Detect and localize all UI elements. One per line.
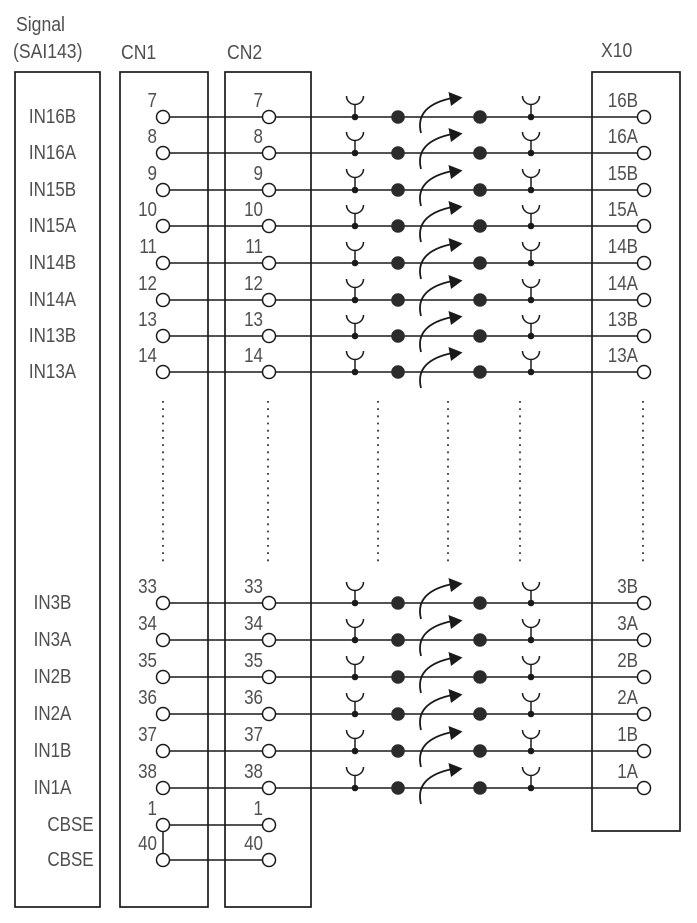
cn1-pin-circle [157,819,170,832]
cn2-pin-number: 8 [253,126,263,148]
cn2-pin-circle [263,147,276,160]
junction-dot [473,293,487,307]
signal-label: IN15A [28,215,77,237]
test-point-cup-icon [347,279,364,288]
cn1-pin-number: 9 [147,163,157,185]
junction-dot [391,781,405,795]
twist-arrow-head [449,238,463,252]
x10-terminal-label: 2B [617,650,638,672]
junction-dot [391,329,405,343]
cn2-pin-circle [263,819,276,832]
test-point-contact-dot [528,785,535,792]
junction-dot [473,365,487,379]
test-point-cup-icon [347,351,364,360]
test-point-contact-dot [528,748,535,755]
junction-dot [391,219,405,233]
x10-terminal-circle [638,366,651,379]
cn1-pin-number: 1 [147,798,157,820]
x10-terminal-label: 13B [607,309,638,331]
module-title-line2: (SAI143) [13,41,83,63]
test-point-cup-icon [523,205,540,214]
cn2-pin-number: 12 [244,273,263,295]
cn2-pin-circle [263,257,276,270]
cn1-pin-number: 40 [138,833,157,855]
x10-terminal-label: 15B [607,163,638,185]
cn2-pin-number: 35 [244,650,263,672]
junction-dot [473,329,487,343]
test-point-contact-dot [352,369,359,376]
test-point-contact-dot [528,260,535,267]
test-point-cup-icon [347,205,364,214]
test-point-contact-dot [352,223,359,230]
x10-terminal-label: 2A [617,687,638,709]
twist-arrow-icon [420,733,450,768]
twist-arrow-icon [420,208,450,243]
junction-dot [473,633,487,647]
cn2-pin-number: 11 [245,236,263,258]
test-point-cup-icon [523,693,540,702]
junction-dot [391,744,405,758]
x10-terminal-circle [638,184,651,197]
test-point-cup-icon [523,279,540,288]
test-point-contact-dot [528,711,535,718]
x10-box [592,72,680,831]
test-point-cup-icon [523,96,540,105]
test-point-contact-dot [352,600,359,607]
cn2-pin-circle [263,782,276,795]
test-point-cup-icon [347,619,364,628]
test-point-contact-dot [528,333,535,340]
cn2-pin-circle [263,745,276,758]
cn2-pin-circle [263,220,276,233]
signal-label: CBSE [47,849,94,871]
test-point-contact-dot [352,260,359,267]
cn1-pin-circle [157,294,170,307]
signal-label: IN15B [28,179,77,201]
cn1-pin-number: 12 [138,273,157,295]
signal-label: IN3A [33,629,72,651]
cn1-pin-circle [157,220,170,233]
signal-box [15,72,100,907]
signal-label: IN14A [28,289,77,311]
cn1-pin-circle [157,597,170,610]
cn1-pin-number: 14 [138,345,157,367]
cn2-header: CN2 [227,42,263,64]
twist-arrow-icon [420,135,450,170]
test-point-cup-icon [523,242,540,251]
twist-arrow-head [449,726,463,740]
cn2-pin-circle [263,111,276,124]
junction-dot [473,707,487,721]
cn2-pin-circle [263,854,276,867]
test-point-contact-dot [528,223,535,230]
twist-arrow-head [449,615,463,629]
twist-arrow-icon [420,659,450,694]
x10-terminal-label: 15A [607,199,638,221]
x10-terminal-label: 14A [607,273,638,295]
cn2-pin-number: 10 [244,199,263,221]
cn1-pin-number: 8 [147,126,157,148]
cn1-pin-circle [157,745,170,758]
cn1-pin-number: 37 [138,724,157,746]
test-point-contact-dot [352,637,359,644]
x10-terminal-label: 1A [617,761,638,783]
junction-dot [473,110,487,124]
cn2-pin-number: 14 [244,345,263,367]
junction-dot [473,183,487,197]
test-point-cup-icon [347,315,364,324]
test-point-cup-icon [523,169,540,178]
cn2-pin-circle [263,330,276,343]
cn1-pin-circle [157,366,170,379]
test-point-contact-dot [352,333,359,340]
junction-dot [473,744,487,758]
junction-dot [391,110,405,124]
signal-label: IN14B [28,252,77,274]
test-point-contact-dot [528,369,535,376]
x10-terminal-circle [638,147,651,160]
junction-dot [473,219,487,233]
twist-arrow-head [449,689,463,703]
signal-label: IN13B [28,325,77,347]
cn1-pin-number: 38 [138,761,157,783]
junction-dot [473,596,487,610]
cn2-pin-number: 36 [244,687,263,709]
twist-arrow-head [449,311,463,325]
x10-terminal-circle [638,220,651,233]
test-point-cup-icon [347,767,364,776]
test-point-contact-dot [352,748,359,755]
junction-dot [391,670,405,684]
cn2-pin-number: 37 [244,724,263,746]
cn2-pin-number: 33 [244,576,263,598]
junction-dot [391,633,405,647]
cn2-pin-number: 1 [253,798,263,820]
junction-dot [473,256,487,270]
cn1-pin-number: 33 [138,576,157,598]
test-point-contact-dot [528,674,535,681]
twist-arrow-icon [420,770,450,805]
x10-terminal-label: 13A [607,345,638,367]
test-point-cup-icon [523,767,540,776]
test-point-contact-dot [528,637,535,644]
test-point-cup-icon [347,656,364,665]
test-point-contact-dot [528,297,535,304]
signal-label: IN16A [28,142,77,164]
cn1-pin-circle [157,854,170,867]
cn2-pin-circle [263,634,276,647]
cn1-pin-number: 13 [138,309,157,331]
twist-arrow-head [449,92,463,106]
signal-label: CBSE [47,814,94,836]
x10-terminal-circle [638,330,651,343]
junction-dot [391,365,405,379]
test-point-contact-dot [352,114,359,121]
junction-dot [473,146,487,160]
test-point-cup-icon [523,582,540,591]
x10-terminal-circle [638,671,651,684]
twist-arrow-icon [420,585,450,620]
signal-label: IN1B [33,740,72,762]
signal-label: IN3B [33,592,72,614]
cn1-pin-number: 35 [138,650,157,672]
cn2-pin-circle [263,184,276,197]
test-point-cup-icon [347,582,364,591]
cn2-pin-number: 9 [253,163,263,185]
twist-arrow-icon [420,99,450,134]
cn1-pin-circle [157,184,170,197]
cn1-pin-number: 7 [147,90,157,112]
cn1-pin-number: 10 [138,199,157,221]
test-point-cup-icon [347,730,364,739]
test-point-cup-icon [347,693,364,702]
x10-terminal-label: 16A [607,126,638,148]
twist-arrow-icon [420,318,450,353]
twist-arrow-head [449,347,463,361]
test-point-cup-icon [347,132,364,141]
test-point-contact-dot [352,711,359,718]
x10-terminal-label: 3B [617,576,638,598]
signal-label: IN16B [28,106,77,128]
cn2-pin-number: 7 [253,90,263,112]
cn1-pin-number: 11 [139,236,157,258]
x10-terminal-circle [638,597,651,610]
x10-terminal-circle [638,708,651,721]
twist-arrow-head [449,275,463,289]
x10-terminal-circle [638,634,651,647]
signal-label: IN2A [33,703,72,725]
cn1-pin-number: 36 [138,687,157,709]
cn1-pin-number: 34 [138,613,157,635]
cn1-pin-circle [157,782,170,795]
cn2-pin-number: 13 [244,309,263,331]
test-point-cup-icon [523,132,540,141]
cn2-pin-number: 40 [244,833,263,855]
junction-dot [391,256,405,270]
junction-dot [391,293,405,307]
test-point-cup-icon [523,730,540,739]
test-point-contact-dot [352,150,359,157]
test-point-contact-dot [352,297,359,304]
x10-terminal-circle [638,745,651,758]
cn2-pin-circle [263,671,276,684]
test-point-cup-icon [347,242,364,251]
junction-dot [391,183,405,197]
x10-terminal-circle [638,257,651,270]
test-point-contact-dot [528,187,535,194]
test-point-cup-icon [347,169,364,178]
signal-label: IN1A [33,777,72,799]
test-point-cup-icon [523,619,540,628]
twist-arrow-icon [420,282,450,317]
cn2-pin-circle [263,366,276,379]
twist-arrow-icon [420,622,450,657]
cn2-pin-number: 34 [244,613,263,635]
junction-dot [473,781,487,795]
twist-arrow-head [449,652,463,666]
test-point-cup-icon [523,315,540,324]
test-point-contact-dot [352,785,359,792]
test-point-contact-dot [528,600,535,607]
test-point-contact-dot [528,150,535,157]
junction-dot [473,670,487,684]
x10-terminal-circle [638,294,651,307]
test-point-contact-dot [352,187,359,194]
cn2-pin-circle [263,294,276,307]
twist-arrow-icon [420,245,450,280]
cn1-pin-circle [157,634,170,647]
module-title-line1: Signal [16,14,65,36]
twist-arrow-head [449,201,463,215]
cn1-pin-circle [157,147,170,160]
test-point-contact-dot [352,674,359,681]
test-point-cup-icon [347,96,364,105]
x10-terminal-label: 3A [617,613,638,635]
signal-label: IN2B [33,666,72,688]
cn1-pin-circle [157,671,170,684]
twist-arrow-icon [420,354,450,389]
test-point-contact-dot [528,114,535,121]
twist-arrow-head [449,128,463,142]
cn2-pin-circle [263,708,276,721]
test-point-cup-icon [523,351,540,360]
cn2-pin-circle [263,597,276,610]
junction-dot [391,707,405,721]
cn1-pin-circle [157,708,170,721]
twist-arrow-icon [420,172,450,207]
signal-label: IN13A [28,361,77,383]
x10-terminal-label: 16B [607,90,638,112]
cn1-pin-circle [157,330,170,343]
x10-terminal-circle [638,111,651,124]
cn2-pin-number: 38 [244,761,263,783]
twist-arrow-head [449,165,463,179]
x10-terminal-label: 1B [617,724,638,746]
x10-header: X10 [601,40,633,62]
twist-arrow-head [449,578,463,592]
x10-terminal-circle [638,782,651,795]
x10-terminal-label: 14B [607,236,638,258]
twist-arrow-icon [420,696,450,731]
cn1-pin-circle [157,111,170,124]
test-point-cup-icon [523,656,540,665]
junction-dot [391,596,405,610]
cn1-header: CN1 [121,42,157,64]
cn1-pin-circle [157,257,170,270]
junction-dot [391,146,405,160]
twist-arrow-head [449,763,463,777]
